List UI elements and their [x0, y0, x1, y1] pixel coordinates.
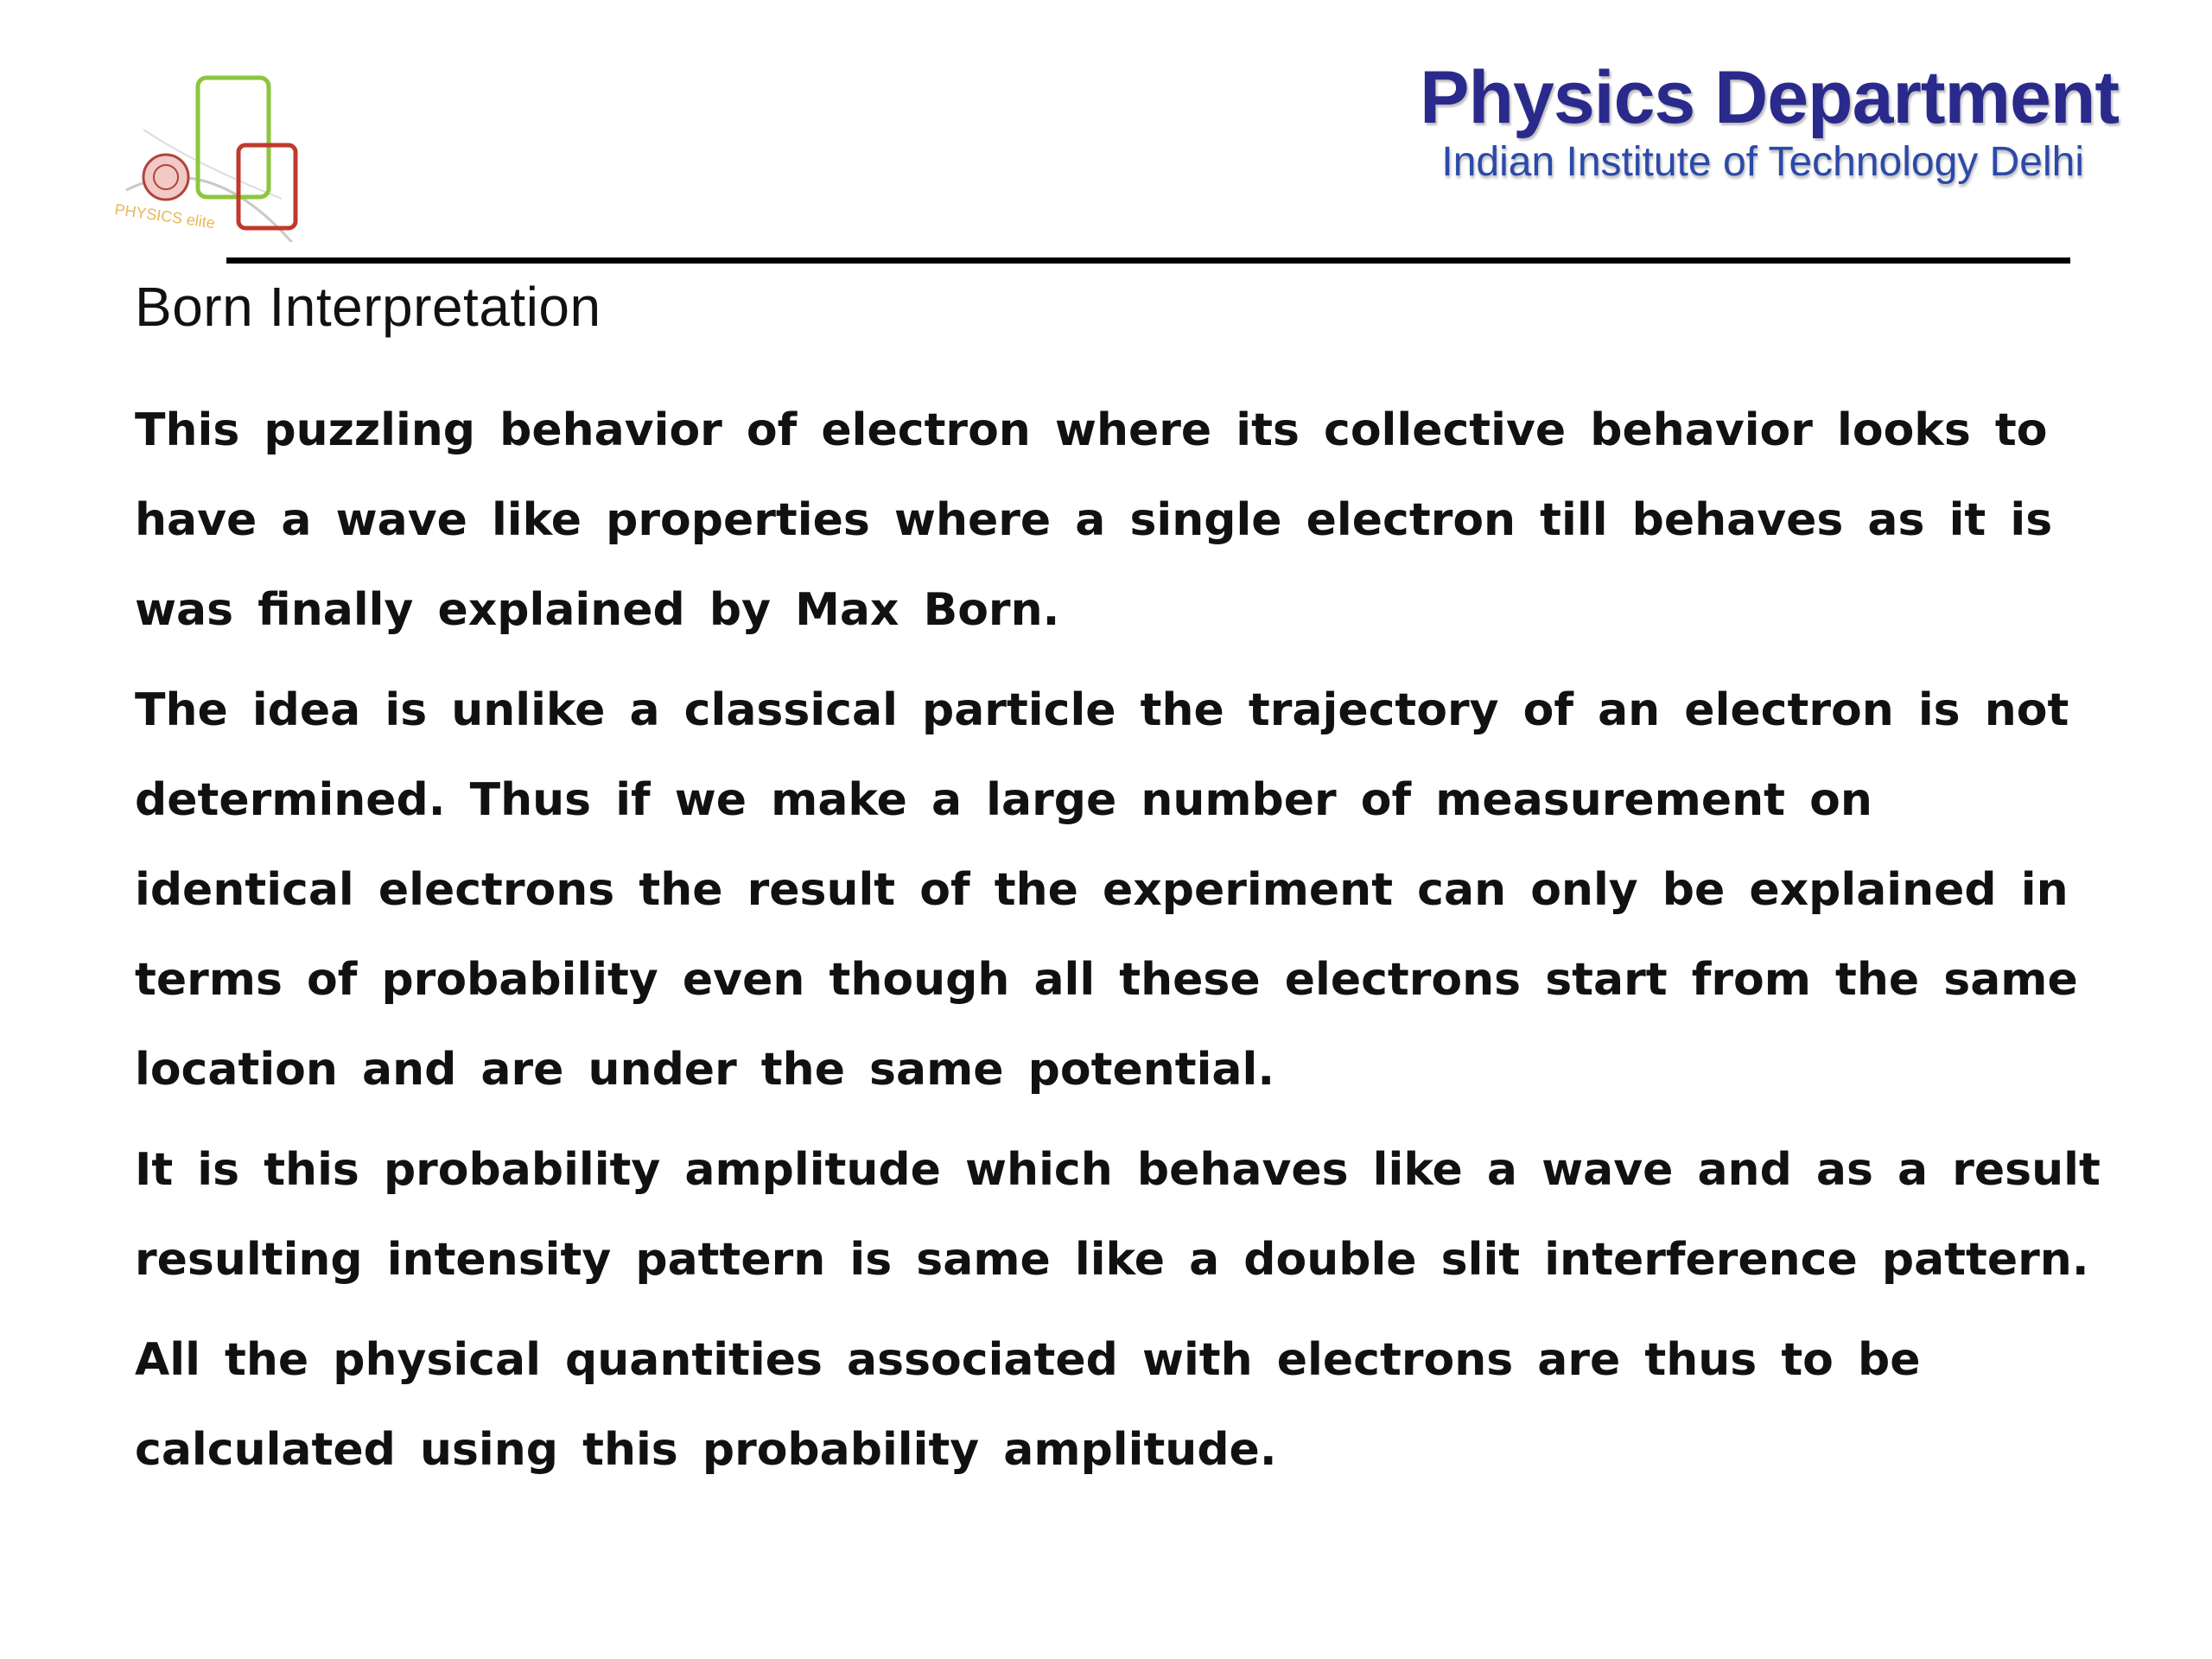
physics-elite-logo	[109, 69, 316, 242]
paragraph-2: The idea is unlike a classical particle the trajectory of an electron is not determined. Thus if we make a large number of measurement on identical electrons the result of the experiment can only be explained in terms of probability even though all these electrons start from the same location and are under the same potential.	[135, 684, 2078, 1096]
header-divider	[226, 257, 2070, 264]
institute-name: Indian Institute of Technology Delhi	[1441, 139, 2084, 185]
slide-title: Born Interpretation	[135, 276, 601, 338]
department-header	[1420, 56, 2119, 185]
slide-body	[135, 385, 2105, 1505]
paragraph-3: It is this probability amplitude which behaves like a wave and as a result resulting intensity pattern is same like a double slit interference pattern.	[135, 1144, 2101, 1286]
paragraph-1: This puzzling behavior of electron where its collective behavior looks to have a wave like properties where a single electron till behaves as it is was finally explained by Max Born.	[135, 404, 2053, 636]
logo-graphic	[109, 69, 316, 242]
logo-text: PHYSICS elite	[113, 200, 217, 232]
department-title: Physics Department	[1420, 56, 2119, 139]
paragraph-4: All the physical quantities associated with electrons are thus to be calculated using this probability amplitude.	[135, 1334, 1921, 1476]
